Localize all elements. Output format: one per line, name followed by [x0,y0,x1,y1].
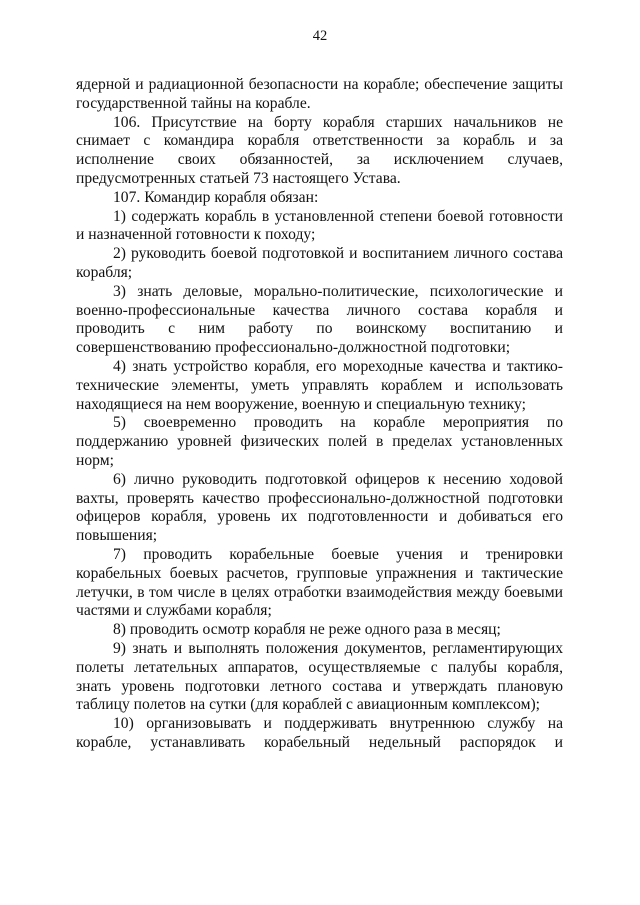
paragraph: 2) руководить боевой подготовкой и воспитанием личного состава корабля; [76,245,563,281]
paragraph: 8) проводить осмотр корабля не реже одного раза в месяц; [113,621,501,639]
page-number: 42 [312,28,328,44]
paragraph: 1) содержать корабль в установленной степени боевой готовности и назначенной готовности к походу; [76,207,563,244]
paragraph: 4) знать устройство корабля, его мореходные качества и тактико-технические элементы, уметь управлять кораблем и использовать находящиеся на нем вооружение, военную и специальную технику; [76,357,563,413]
paragraph: 9) знать и выполнять положения документов, регламентирующих полеты летательных аппаратов, осуществляемые с палубы корабля, знать уровень подготовки летного состава и утверждать плановую таблицу полетов на сутки (для кораблей с авиационным комплексом); [76,639,563,714]
paragraph: ядерной и радиационной безопасности на корабле; обеспечение защиты государственной тайны на корабле. [76,76,563,112]
paragraph: 10) организовывать и поддерживать внутреннюю службу на корабле, устанавливать корабельный недельный распорядок и [76,715,563,751]
paragraph: 106. Присутствие на борту корабля старших начальников не снимает с командира корабля ответственности за корабль и за исполнение своих обязанностей, за исключением случаев, предусмотренных статьей 73 настоящего Устава. [76,113,563,187]
document-body [76,76,563,753]
paragraph: 3) знать деловые, морально-политические, психологические и военно-профессиональные качества личного состава корабля и проводить с ним работу по воинскому воспитанию и совершенствованию профессионально-должностной подготовки; [76,282,563,357]
paragraph: 6) лично руководить подготовкой офицеров к несению ходовой вахты, проверять качество профессионально-должностной подготовки офицеров корабля, уровень их подготовленности и добиваться его повышения; [76,470,563,545]
paragraph: 7) проводить корабельные боевые учения и тренировки корабельных боевых расчетов, групповые упражнения и тактические летучки, в том числе в целях отработки взаимодействия между боевыми частями и службами корабля; [76,545,563,620]
paragraph: 5) своевременно проводить на корабле мероприятия по поддержанию уровней физических полей в пределах установленных норм; [76,414,563,469]
paragraph: 107. Командир корабля обязан: [113,188,319,206]
